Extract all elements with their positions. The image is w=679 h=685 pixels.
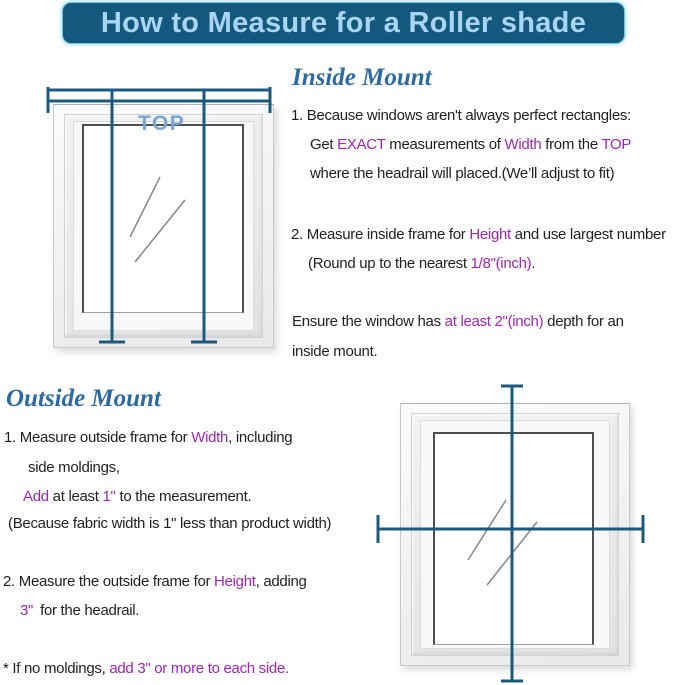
text-segment: , adding [255,573,307,590]
text-segment: side moldings, [28,458,120,476]
text-segment: . [531,255,536,272]
highlighted-segment: 3" [20,602,34,619]
text-line [291,249,666,278]
highlighted-segment: EXACT [337,136,386,153]
inside-mount-window-illustration [53,104,274,348]
text-line [3,596,307,625]
highlighted-segment: 1/8"(inch) [470,255,532,272]
text-line [291,220,666,249]
text-line [291,130,631,159]
title-banner [62,2,625,44]
outside-step-2 [3,567,307,625]
text-segment: Ensure the window has [292,313,445,330]
text-segment: 2. Measure inside frame for [291,226,470,243]
text-line [292,337,624,367]
inside-step-1 [291,101,631,188]
text-segment: * If no moldings, [3,660,110,677]
text-line [8,509,331,538]
highlighted-segment: at least 2"(inch) [444,313,544,330]
text-segment: for the headrail. [40,602,140,619]
window-glass [82,124,244,313]
highlighted-segment: Height [469,226,511,243]
text-segment: 1. Measure outside frame for [4,429,192,446]
inside-step-2 [291,220,666,278]
highlighted-segment: Width [504,136,542,153]
text-line [3,654,289,683]
text-segment: measurements of [385,136,505,153]
text-segment: inside mount. [292,343,378,360]
text-segment: depth for an [543,313,624,330]
text-segment: where the headrail will placed.(We’ll adjust to fit) [310,165,615,182]
outside-step-1 [4,423,292,512]
text-segment: , including [228,429,293,446]
text-line [4,453,292,483]
highlighted-segment: Height [214,573,256,590]
text-segment: at least [48,488,103,505]
text-segment: and use largest number [510,226,666,243]
top-label: TOP [138,112,186,135]
text-segment: to the measurement. [115,488,252,505]
outside-mount-window-illustration [400,403,630,666]
text-segment: from the [541,136,602,153]
text-line [292,307,624,337]
fabric-width-note [8,509,331,538]
text-line [291,101,631,130]
text-line [4,423,292,453]
window-glass [433,432,594,645]
text-line [3,567,307,596]
page-title: How to Measure for a Roller shade [100,6,587,39]
text-segment: Get [310,136,338,153]
text-line [291,159,631,188]
inside-depth-note [292,307,624,367]
highlighted-segment: 1" [102,488,116,505]
text-segment: 2. Measure the outside frame for [3,573,215,590]
highlighted-segment: Add [23,488,49,505]
no-moldings-footnote [3,654,289,683]
outside-mount-heading: Outside Mount [6,385,161,412]
highlighted-segment: Width [191,429,229,446]
text-segment: (Because fabric width is 1" less than product width) [8,515,332,532]
inside-mount-heading: Inside Mount [292,64,432,91]
text-segment: (Round up to the nearest [308,255,471,272]
highlighted-segment: TOP [601,136,632,153]
text-line [4,482,292,512]
highlighted-segment: add 3" or more to each side. [109,660,289,677]
text-segment: 1. Because windows aren't always perfect rectangles: [291,107,631,124]
